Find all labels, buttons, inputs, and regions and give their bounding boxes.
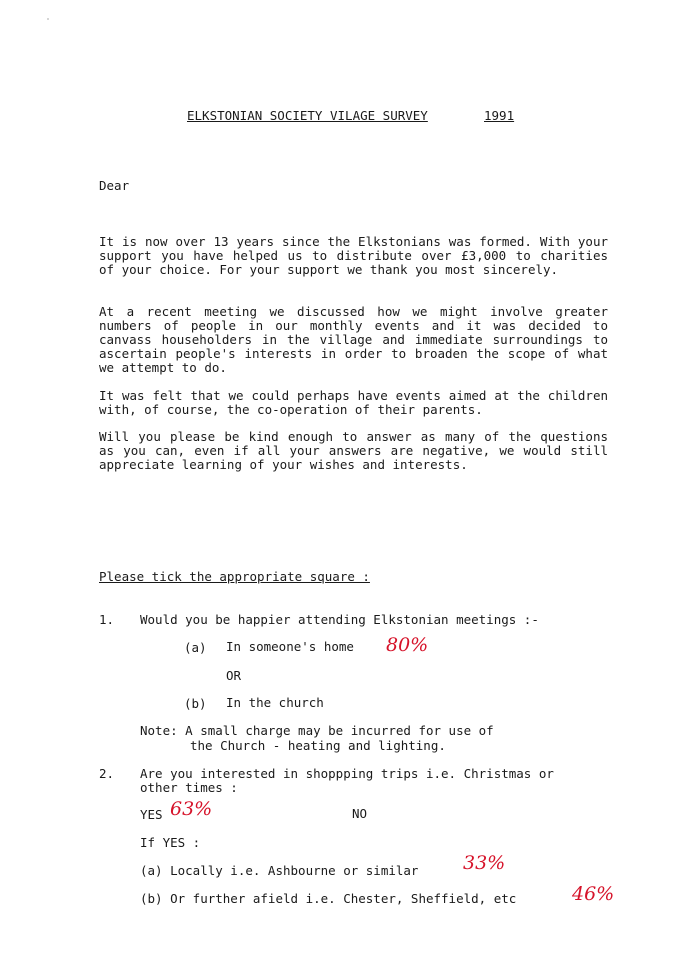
document-year: 1991 [484, 108, 515, 123]
handwritten-result-home: 80% [386, 634, 429, 656]
option-a-local: (a) Locally i.e. Ashbourne or similar [140, 863, 419, 878]
question-text: Would you be happier attending Elkstonian meetings :- [140, 612, 539, 627]
question-text-line-1: Are you interested in shoppping trips i.e. Christmas or [140, 766, 554, 781]
option-a-text: In someone's home [226, 639, 354, 654]
option-b-label: (b) [184, 696, 207, 711]
handwritten-result-local: 33% [463, 852, 506, 874]
option-b-afield: (b) Or further afield i.e. Chester, Sheffield, etc [140, 891, 517, 906]
document-title: ELKSTONIAN SOCIETY VILAGE SURVEY [187, 108, 428, 123]
question-text-line-2: other times : [140, 780, 238, 795]
question-number: 1. [99, 612, 115, 627]
option-a-label: (a) [184, 640, 207, 655]
paragraph-2: At a recent meeting we discussed how we might involve greater numbers of people in our monthly events and it was decided to canvass householders in the village and immediate surroundings to ascertain people's interests in order to broaden the scope of what we attempt to do. [99, 304, 608, 375]
paragraph-1: It is now over 13 years since the Elkstonians was formed. With your support you have helped us to distribute over £3,000 to charities of your choice. For your support we thank you most sincerely. [99, 234, 608, 277]
if-yes-label: If YES : [140, 835, 201, 850]
paragraph-3: It was felt that we could perhaps have events aimed at the children with, of course, the co-operation of their parents. [99, 388, 608, 417]
salutation: Dear [99, 178, 130, 193]
note-line-1: Note: A small charge may be incurred for use of [140, 723, 494, 738]
no-option: NO [352, 806, 368, 821]
paragraph-4: Will you please be kind enough to answer as many of the questions as you can, even if all your answers are negative, we would still appreciate learning of your wishes and interests. [99, 429, 608, 472]
yes-option: YES [140, 807, 163, 822]
question-number: 2. [99, 766, 115, 781]
note-line-2: the Church - heating and lighting. [190, 738, 446, 753]
tick-instruction: Please tick the appropriate square : [99, 569, 370, 584]
handwritten-result-yes: 63% [170, 798, 213, 820]
handwritten-result-afield: 46% [572, 883, 615, 905]
or-separator: OR [226, 668, 242, 683]
scan-speck [47, 18, 49, 20]
option-b-text: In the church [226, 695, 324, 710]
